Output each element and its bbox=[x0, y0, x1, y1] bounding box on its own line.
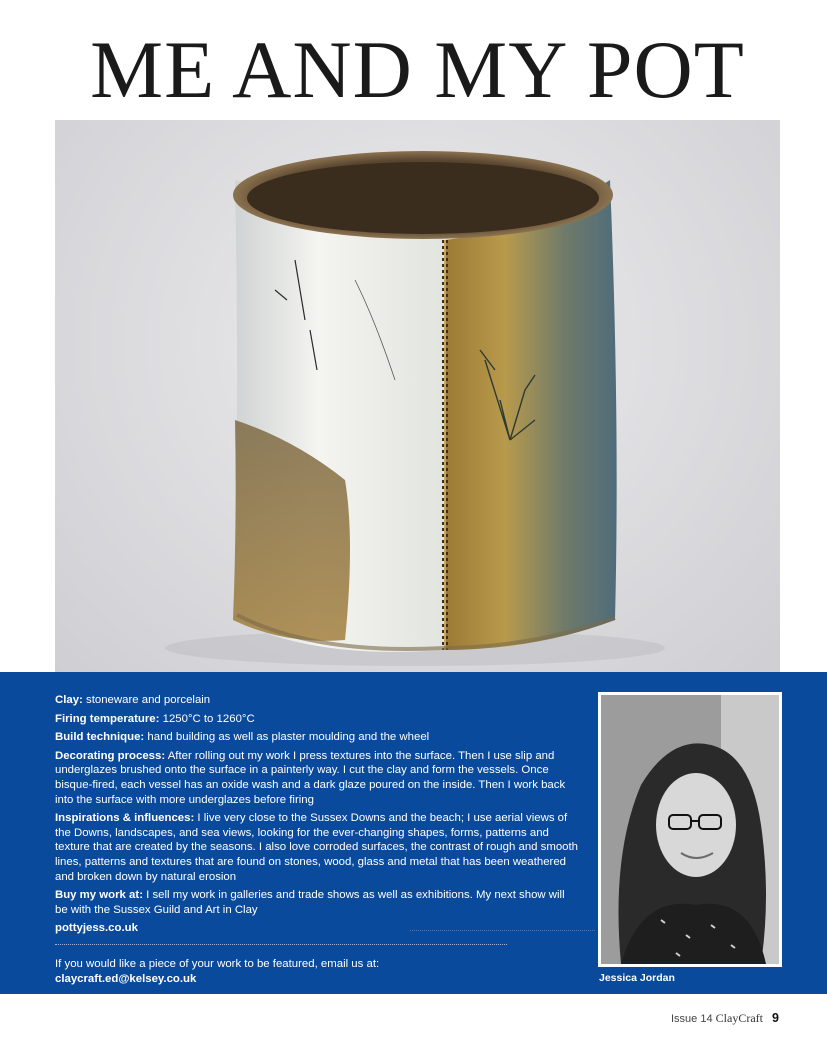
pot-details bbox=[55, 693, 580, 940]
divider bbox=[410, 930, 595, 931]
detail-clay: Clay: stoneware and porcelain bbox=[55, 694, 211, 706]
page-title: ME AND MY POT bbox=[90, 24, 745, 115]
detail-buy: Buy my work at: I sell my work in galleries and trade shows as well as exhibitions. My next show will be with the Sussex Guild and Art in Clay bbox=[55, 889, 565, 916]
feature-callout bbox=[55, 957, 575, 986]
callout-text: If you would like a piece of your work to be featured, email us at: bbox=[55, 958, 380, 970]
detail-inspirations: Inspirations & influences: I live very close to the Sussex Downs and the beach; I use aerial views of the Downs, landscapes, and sea views, looking for the ever-changing shapes, forms, patterns and texture that are created by the seasons. I also love corroded surfaces, the contrast of rough and smooth lines, patterns and textures that are found on stones, wood, glass and metal that has been weathered and broken down by natural erosion bbox=[55, 812, 579, 883]
detail-firing-temperature: Firing temperature: 1250°C to 1260°C bbox=[55, 712, 255, 725]
issue-number: Issue 14 bbox=[671, 1013, 713, 1025]
divider bbox=[55, 944, 507, 945]
page-number: 9 bbox=[772, 1011, 779, 1025]
website-link[interactable]: pottyjess.co.uk bbox=[55, 922, 138, 935]
portrait-caption: Jessica Jordan bbox=[599, 972, 675, 984]
artist-portrait bbox=[598, 692, 782, 967]
detail-decorating-process: Decorating process: After rolling out my work I press textures into the surface. Then I use slip and underglazes brushed onto the surface in a painterly way. I cut the clay and form the vessels. Once bisque-fired, each vessel has an oxide wash and a dark glaze poured on the inside. Then I work back into the surface with more underglazes before firing bbox=[55, 749, 566, 806]
magazine-name: ClayCraft bbox=[715, 1011, 763, 1025]
page-folio bbox=[671, 1011, 779, 1026]
detail-build-technique: Build technique: hand building as well as plaster moulding and the wheel bbox=[55, 731, 430, 744]
email-link[interactable]: claycraft.ed@kelsey.co.uk bbox=[55, 972, 197, 985]
pot-photo bbox=[55, 120, 780, 672]
